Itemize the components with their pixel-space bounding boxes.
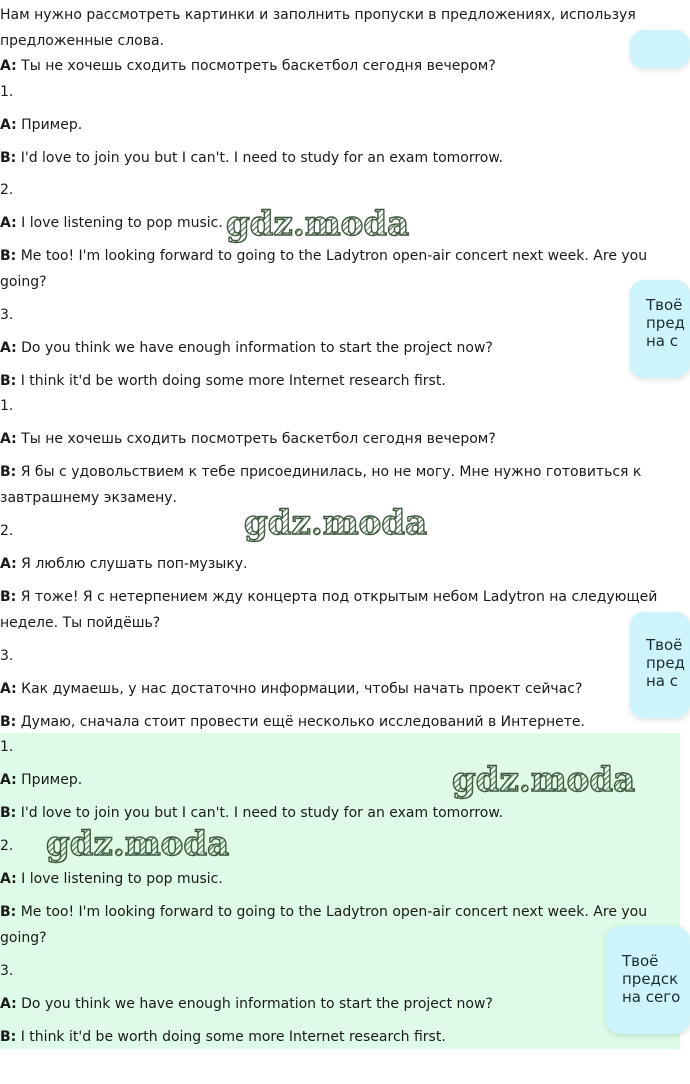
dialogue-line bbox=[0, 463, 641, 481]
line-text: I think it'd be worth doing some more Internet research first. bbox=[16, 373, 446, 389]
watermark-logo: gdz.moda bbox=[46, 824, 230, 864]
speaker-label: A: bbox=[0, 431, 17, 447]
line-text: Ты не хочешь сходить посмотреть баскетбол сегодня вечером? bbox=[16, 58, 496, 74]
dialogue-line bbox=[0, 903, 647, 921]
dialogue-line bbox=[0, 149, 503, 167]
line-continuation: завтрашнему экзамену. bbox=[0, 490, 177, 506]
dialogue-line bbox=[0, 804, 503, 822]
bubble-line: на сего bbox=[622, 988, 681, 1006]
speaker-label: B: bbox=[0, 248, 17, 264]
watermark-logo: gdz.moda bbox=[226, 204, 410, 244]
bubble-line: на с bbox=[646, 332, 679, 350]
speaker-label: B: bbox=[0, 373, 17, 389]
dialogue-line bbox=[0, 771, 82, 789]
line-text: I think it'd be worth doing some more Internet research first. bbox=[16, 1029, 446, 1045]
speaker-label: A: bbox=[0, 340, 17, 356]
dialogue-line bbox=[0, 1028, 446, 1046]
item-number: 1. bbox=[0, 398, 14, 414]
line-text: I'd love to join you but I can't. I need to study for an exam tomorrow. bbox=[16, 805, 503, 821]
line-text: Я бы с удовольствием к тебе присоединилась, но не могу. Мне нужно готовиться к bbox=[16, 464, 642, 480]
speaker-label: B: bbox=[0, 805, 17, 821]
speaker-label: A: bbox=[0, 215, 17, 231]
intro-line-2: предложенные слова. bbox=[0, 33, 164, 49]
speaker-label: A: bbox=[0, 996, 17, 1012]
chat-popup-bubble[interactable] bbox=[606, 926, 690, 1034]
line-text: I'd love to join you but I can't. I need to study for an exam tomorrow. bbox=[16, 150, 503, 166]
line-text: Do you think we have enough information to start the project now? bbox=[16, 996, 493, 1012]
chat-popup-bubble[interactable] bbox=[630, 30, 690, 68]
speaker-label: A: bbox=[0, 871, 17, 887]
line-text: Ты не хочешь сходить посмотреть баскетбол сегодня вечером? bbox=[16, 431, 496, 447]
dialogue-line bbox=[0, 214, 223, 232]
line-continuation: going? bbox=[0, 274, 47, 290]
line-continuation: неделе. Ты пойдёшь? bbox=[0, 615, 161, 631]
item-number: 2. bbox=[0, 523, 14, 539]
dialogue-line bbox=[0, 995, 493, 1013]
line-text: Думаю, сначала стоит провести ещё несколько исследований в Интернете. bbox=[16, 714, 585, 730]
speaker-label: A: bbox=[0, 58, 17, 74]
item-number: 3. bbox=[0, 307, 14, 323]
dialogue-line bbox=[0, 372, 446, 390]
item-number: 3. bbox=[0, 963, 14, 979]
speaker-label: A: bbox=[0, 556, 17, 572]
dialogue-line bbox=[0, 57, 496, 75]
item-number: 2. bbox=[0, 182, 14, 198]
dialogue-line bbox=[0, 555, 248, 573]
speaker-label: B: bbox=[0, 714, 17, 730]
bubble-line: пред bbox=[646, 314, 685, 332]
item-number: 1. bbox=[0, 84, 14, 100]
bubble-line: предск bbox=[622, 970, 679, 988]
item-number: 2. bbox=[0, 838, 14, 854]
speaker-label: A: bbox=[0, 681, 17, 697]
dialogue-line bbox=[0, 430, 496, 448]
line-text: Как думаешь, у нас достаточно информации, чтобы начать проект сейчас? bbox=[16, 681, 583, 697]
bubble-line: Твоё bbox=[622, 952, 659, 970]
chat-popup-bubble[interactable] bbox=[630, 280, 690, 378]
watermark-logo: gdz.moda bbox=[452, 760, 636, 800]
line-continuation: going? bbox=[0, 930, 47, 946]
item-number: 3. bbox=[0, 648, 14, 664]
bubble-line: пред bbox=[646, 654, 685, 672]
bubble-line: Твоё bbox=[646, 296, 683, 314]
line-text: Пример. bbox=[16, 117, 83, 133]
dialogue-line bbox=[0, 247, 647, 265]
line-text: I love listening to pop music. bbox=[16, 215, 223, 231]
watermark-logo: gdz.moda bbox=[244, 503, 428, 543]
speaker-label: B: bbox=[0, 904, 17, 920]
line-text: Я люблю слушать поп-музыку. bbox=[16, 556, 248, 572]
dialogue-line bbox=[0, 588, 657, 606]
chat-popup-bubble[interactable] bbox=[630, 612, 690, 718]
speaker-label: A: bbox=[0, 117, 17, 133]
dialogue-line bbox=[0, 870, 223, 888]
speaker-label: B: bbox=[0, 150, 17, 166]
line-text: Пример. bbox=[16, 772, 83, 788]
line-text: Я тоже! Я с нетерпением жду концерта под открытым небом Ladytron на следующей bbox=[16, 589, 658, 605]
line-text: Me too! I'm looking forward to going to the Ladytron open-air concert next week. Are you bbox=[16, 248, 648, 264]
dialogue-line bbox=[0, 339, 493, 357]
speaker-label: B: bbox=[0, 1029, 17, 1045]
line-text: I love listening to pop music. bbox=[16, 871, 223, 887]
line-text: Do you think we have enough information to start the project now? bbox=[16, 340, 493, 356]
bubble-line: на с bbox=[646, 672, 679, 690]
line-text: Me too! I'm looking forward to going to the Ladytron open-air concert next week. Are you bbox=[16, 904, 648, 920]
dialogue-line bbox=[0, 116, 82, 134]
intro-line-1: Нам нужно рассмотреть картинки и заполнить пропуски в предложениях, используя bbox=[0, 7, 636, 23]
bubble-line: Твоё bbox=[646, 636, 683, 654]
dialogue-line bbox=[0, 680, 582, 698]
speaker-label: A: bbox=[0, 772, 17, 788]
dialogue-line bbox=[0, 713, 585, 731]
speaker-label: B: bbox=[0, 464, 17, 480]
speaker-label: B: bbox=[0, 589, 17, 605]
item-number: 1. bbox=[0, 739, 14, 755]
